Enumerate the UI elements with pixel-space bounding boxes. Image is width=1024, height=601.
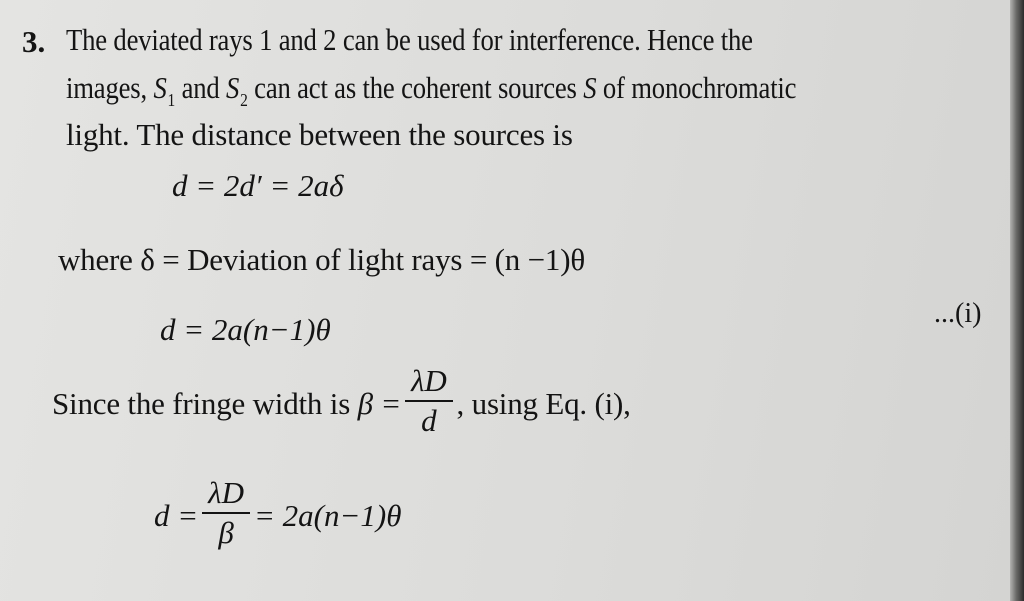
text-images: images, [66,70,154,105]
fringe-width-text: Since the fringe width is [52,386,358,422]
equation-final-rhs: = 2a(n−1)θ [254,498,402,534]
fraction-denominator: d [421,403,437,438]
text-monochromatic: of monochromatic [596,70,797,105]
equation-final-lhs: d = [154,498,199,534]
where-line-text: where δ = Deviation of light rays = (n −1)θ [58,242,585,277]
paragraph-line-2-text [66,70,796,111]
paragraph-line-1 [66,22,865,58]
equation-label: ...(i) [934,298,982,329]
final-fraction-denominator: β [218,515,234,550]
fringe-width-line [52,363,631,446]
final-fraction-numerator: λD [208,475,244,510]
equation-final [154,475,402,558]
symbol-s1: S [153,70,167,105]
paragraph-line-2 [66,70,915,111]
text-and: and [175,70,227,105]
text-coherent-sources: can act as the coherent sources [247,70,584,105]
symbol-s2: S [226,70,240,105]
equation-distance [172,168,344,204]
subscript-2: 2 [240,90,248,110]
using-eq-text: , using Eq. (i), [456,386,631,422]
equation-i-text: d = 2a(n−1)θ [160,312,331,347]
fraction-numerator: λD [411,363,447,398]
page-edge-shadow [1010,0,1024,601]
paragraph-line-3 [66,117,573,153]
equation-i [160,312,331,348]
paragraph-line-3-text: light. The distance between the sources is [66,117,573,152]
paragraph-line-1-text: The deviated rays 1 and 2 can be used for interference. Hence the [66,22,753,57]
subscript-1: 1 [167,90,176,110]
beta-equals: β = [357,386,402,422]
equation-distance-text: d = 2d′ = 2aδ [172,168,344,203]
cut-off-previous-line [60,0,960,4]
fraction-lambda-d-over-d [405,362,452,440]
symbol-s: S [583,70,597,105]
item-number: 3. [22,24,46,59]
fraction-lambda-d-over-beta [202,474,250,552]
where-line [58,242,585,278]
